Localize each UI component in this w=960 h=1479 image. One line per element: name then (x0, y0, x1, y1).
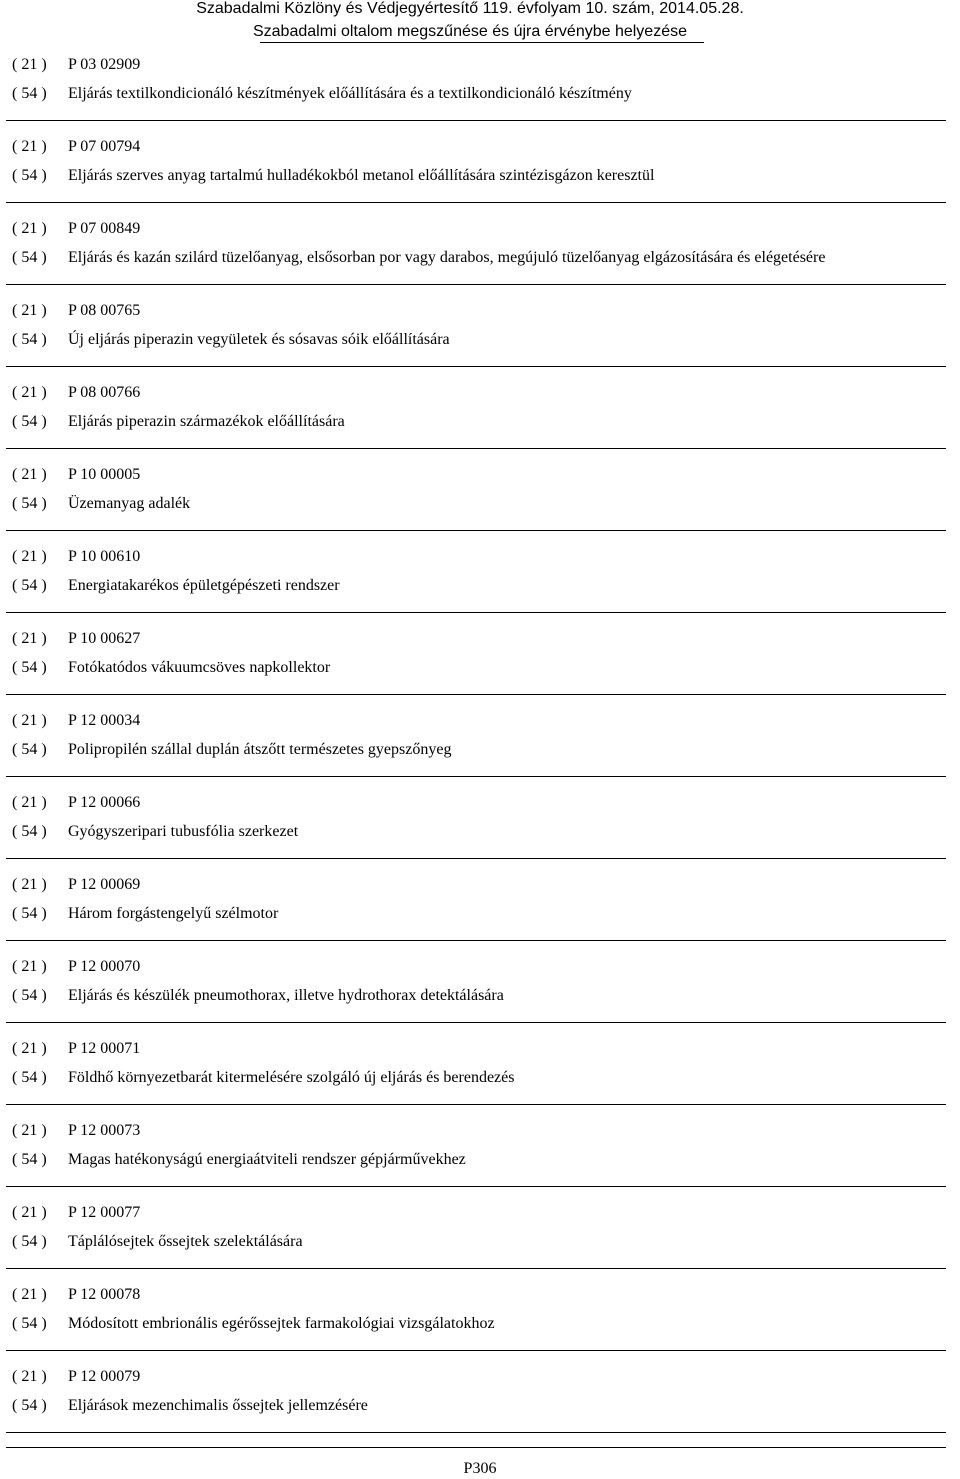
title-row (6, 161, 946, 190)
title-row (6, 1227, 946, 1256)
code-54: ( 54 ) (12, 1397, 47, 1414)
application-number-row (6, 542, 946, 571)
application-number: P 07 00849 (68, 220, 141, 237)
patent-title: Táplálósejtek őssejtek szelektálására (68, 1233, 303, 1250)
patent-entry (6, 624, 946, 695)
title-row (6, 735, 946, 764)
code-21: ( 21 ) (12, 384, 47, 401)
patent-entry (6, 1280, 946, 1351)
title-row (6, 653, 946, 682)
code-54: ( 54 ) (12, 823, 47, 840)
title-row (6, 899, 946, 928)
page-header (170, 0, 770, 42)
code-21: ( 21 ) (12, 1368, 47, 1385)
code-21: ( 21 ) (12, 1122, 47, 1139)
application-number: P 12 00070 (68, 958, 141, 975)
code-54: ( 54 ) (12, 659, 47, 676)
code-54: ( 54 ) (12, 167, 47, 184)
code-21: ( 21 ) (12, 958, 47, 975)
code-54: ( 54 ) (12, 331, 47, 348)
patent-title: Energiatakarékos épületgépészeti rendszer (68, 577, 340, 594)
code-54: ( 54 ) (12, 577, 47, 594)
patent-title: Új eljárás piperazin vegyületek és sósavas sóik előállítására (68, 331, 450, 348)
application-number-row (6, 460, 946, 489)
code-21: ( 21 ) (12, 220, 47, 237)
patent-entry (6, 870, 946, 941)
code-21: ( 21 ) (12, 876, 47, 893)
patent-title: Fotókatódos vákuumcsöves napkollektor (68, 659, 331, 676)
application-number: P 12 00066 (68, 794, 141, 811)
code-54: ( 54 ) (12, 495, 47, 512)
application-number-row (6, 1280, 946, 1309)
title-row (6, 981, 946, 1010)
application-number-row (6, 132, 946, 161)
code-54: ( 54 ) (12, 85, 47, 102)
title-row (6, 1309, 946, 1338)
title-row (6, 1391, 946, 1420)
application-number-row (6, 378, 946, 407)
title-row (6, 79, 946, 108)
patent-title: Gyógyszeripari tubusfólia szerkezet (68, 823, 299, 840)
patent-title: Eljárás textilkondicionáló készítmények előállítására és a textilkondicionáló készítmény (68, 85, 632, 102)
application-number: P 10 00005 (68, 466, 141, 483)
application-number-row (6, 952, 946, 981)
application-number-row (6, 870, 946, 899)
code-21: ( 21 ) (12, 302, 47, 319)
title-row (6, 1063, 946, 1092)
patent-entry (6, 706, 946, 777)
patent-title: Eljárás piperazin származékok előállítására (68, 413, 345, 430)
code-21: ( 21 ) (12, 1204, 47, 1221)
application-number: P 12 00073 (68, 1122, 141, 1139)
application-number-row (6, 1116, 946, 1145)
application-number: P 10 00627 (68, 630, 141, 647)
application-number: P 12 00034 (68, 712, 141, 729)
patent-entry (6, 952, 946, 1023)
application-number-row (6, 1034, 946, 1063)
title-row (6, 243, 946, 272)
code-54: ( 54 ) (12, 249, 47, 266)
application-number: P 12 00069 (68, 876, 141, 893)
application-number: P 08 00766 (68, 384, 141, 401)
patent-title: Eljárás és készülék pneumothorax, illetve hydrothorax detektálására (68, 987, 504, 1004)
title-row (6, 325, 946, 354)
footer-divider (6, 1447, 946, 1448)
patent-title: Módosított embrionális egérőssejtek farmakológiai vizsgálatokhoz (68, 1315, 495, 1332)
code-21: ( 21 ) (12, 548, 47, 565)
application-number: P 12 00078 (68, 1286, 141, 1303)
application-number: P 12 00079 (68, 1368, 141, 1385)
patent-entry (6, 788, 946, 859)
patent-entry (6, 1116, 946, 1187)
application-number: P 03 02909 (68, 56, 141, 73)
patent-title: Eljárás és kazán szilárd tüzelőanyag, elsősorban por vagy darabos, megújuló tüzelőanyag elgázosítására és elégetésére (68, 249, 826, 266)
application-number-row (6, 1362, 946, 1391)
code-54: ( 54 ) (12, 905, 47, 922)
code-54: ( 54 ) (12, 987, 47, 1004)
code-54: ( 54 ) (12, 413, 47, 430)
application-number-row (6, 788, 946, 817)
application-number: P 07 00794 (68, 138, 141, 155)
patent-entry (6, 50, 946, 121)
title-row (6, 1145, 946, 1174)
code-21: ( 21 ) (12, 1040, 47, 1057)
code-21: ( 21 ) (12, 56, 47, 73)
code-54: ( 54 ) (12, 1151, 47, 1168)
patent-entry (6, 132, 946, 203)
patent-title: Földhő környezetbarát kitermelésére szolgáló új eljárás és berendezés (68, 1069, 515, 1086)
code-21: ( 21 ) (12, 1286, 47, 1303)
code-21: ( 21 ) (12, 630, 47, 647)
code-54: ( 54 ) (12, 1233, 47, 1250)
patent-entry (6, 296, 946, 367)
code-21: ( 21 ) (12, 794, 47, 811)
patent-entry (6, 378, 946, 449)
page-number: P306 (463, 1460, 497, 1477)
application-number: P 12 00077 (68, 1204, 141, 1221)
application-number-row (6, 706, 946, 735)
journal-title: Szabadalmi Közlöny és Védjegyértesítő 119. évfolyam 10. szám, 2014.05.28. (196, 0, 744, 17)
header-underline (260, 42, 704, 43)
application-number: P 08 00765 (68, 302, 141, 319)
patent-title: Eljárás szerves anyag tartalmú hulladékokból metanol előállítására szintézisgázon keresztül (68, 167, 655, 184)
application-number-row (6, 50, 946, 79)
code-21: ( 21 ) (12, 138, 47, 155)
section-title: Szabadalmi oltalom megszűnése és újra érvénybe helyezése (252, 23, 687, 40)
application-number-row (6, 296, 946, 325)
code-54: ( 54 ) (12, 1069, 47, 1086)
patent-entry (6, 460, 946, 531)
code-54: ( 54 ) (12, 1315, 47, 1332)
application-number-row (6, 624, 946, 653)
patent-title: Polipropilén szállal duplán átszőtt természetes gyepszőnyeg (68, 741, 452, 758)
title-row (6, 489, 946, 518)
patent-entry (6, 214, 946, 285)
patent-entry (6, 542, 946, 613)
patent-list (0, 50, 960, 1444)
application-number-row (6, 1198, 946, 1227)
application-number-row (6, 214, 946, 243)
code-54: ( 54 ) (12, 741, 47, 758)
patent-entry (6, 1034, 946, 1105)
patent-title: Üzemanyag adalék (68, 495, 191, 512)
patent-title: Eljárások mezenchimalis őssejtek jellemzésére (68, 1397, 368, 1414)
title-row (6, 407, 946, 436)
patent-title: Magas hatékonyságú energiaátviteli rendszer gépjárművekhez (68, 1151, 466, 1168)
patent-title: Három forgástengelyű szélmotor (68, 905, 279, 922)
patent-entry (6, 1198, 946, 1269)
code-21: ( 21 ) (12, 712, 47, 729)
title-row (6, 817, 946, 846)
application-number: P 12 00071 (68, 1040, 141, 1057)
code-21: ( 21 ) (12, 466, 47, 483)
patent-entry (6, 1362, 946, 1433)
title-row (6, 571, 946, 600)
application-number: P 10 00610 (68, 548, 141, 565)
